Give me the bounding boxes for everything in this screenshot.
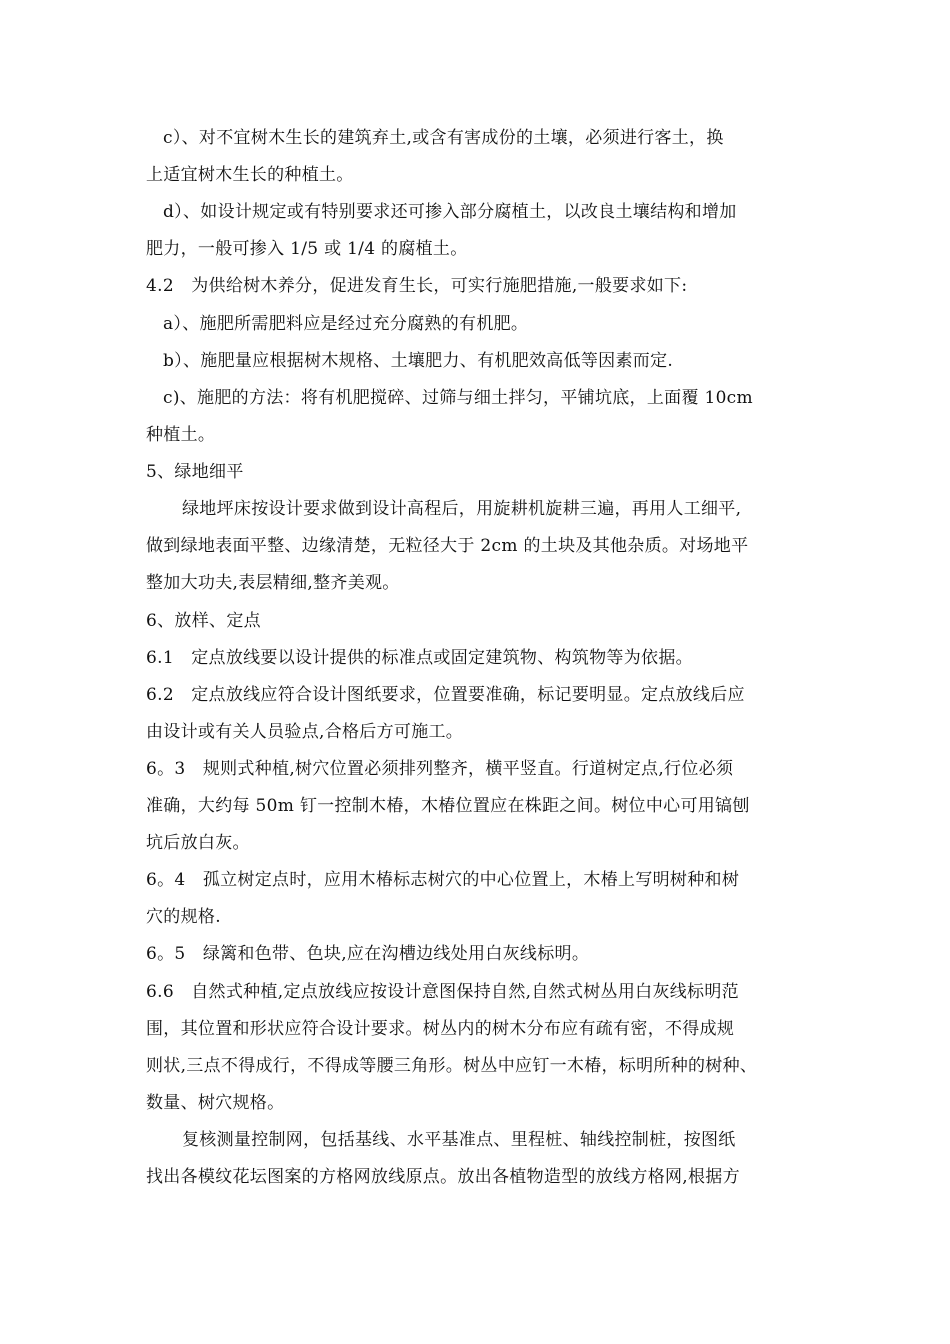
paragraph-line: c）、对不宜树木生长的建筑弃土,或含有害成份的土壤，必须进行客土，换 <box>163 128 724 148</box>
paragraph-line: 6.1 定点放线要以设计提供的标准点或固定建筑物、构筑物等为依据。 <box>146 648 693 668</box>
paragraph-line: 6.2 定点放线应符合设计图纸要求，位置要准确，标记要明显。定点放线后应 <box>146 685 745 705</box>
paragraph-line: 6.6 自然式种植,定点放线应按设计意图保持自然,自然式树丛用白灰线标明范 <box>146 982 739 1002</box>
paragraph-line: 数量、树穴规格。 <box>146 1093 285 1113</box>
paragraph-line: 绿地坪床按设计要求做到设计高程后，用旋耕机旋耕三遍，再用人工细平, <box>182 499 742 519</box>
paragraph-line: 整加大功夫,表层精细,整齐美观。 <box>146 573 400 593</box>
paragraph-line: 由设计或有关人员验点,合格后方可施工。 <box>146 722 464 742</box>
paragraph-line: 种植土。 <box>146 425 216 445</box>
paragraph-line: 坑后放白灰。 <box>146 833 250 853</box>
section-heading: 5、绿地细平 <box>146 462 244 482</box>
paragraph-line: 6。3 规则式种植,树穴位置必须排列整齐，横平竖直。行道树定点,行位必须 <box>146 759 734 779</box>
paragraph-line: 穴的规格. <box>146 907 221 927</box>
paragraph-line: 则状,三点不得成行，不得成等腰三角形。树丛中应钉一木椿，标明所种的树种、 <box>146 1056 758 1076</box>
paragraph-line: 上适宜树木生长的种植土。 <box>146 165 354 185</box>
paragraph-line: 准确，大约每 50m 钉一控制木椿，木椿位置应在株距之间。树位中心可用镐刨 <box>146 796 750 816</box>
paragraph-line: 6。4 孤立树定点时，应用木椿标志树穴的中心位置上，木椿上写明树种和树 <box>146 870 740 890</box>
paragraph-line: 做到绿地表面平整、边缘清楚，无粒径大于 2cm 的土块及其他杂质。对场地平 <box>146 536 749 556</box>
paragraph-line: d）、如设计规定或有特别要求还可掺入部分腐植土，以改良土壤结构和增加 <box>163 202 737 222</box>
paragraph-line: c)、施肥的方法：将有机肥搅碎、过筛与细土拌匀，平铺坑底，上面覆 10cm <box>163 388 753 408</box>
paragraph-line: a）、施肥所需肥料应是经过充分腐熟的有机肥。 <box>163 314 529 334</box>
paragraph-line: 4.2 为供给树木养分，促进发育生长，可实行施肥措施,一般要求如下: <box>146 276 688 296</box>
section-heading: 6、放样、定点 <box>146 611 261 631</box>
paragraph-line: 6。5 绿篱和色带、色块,应在沟槽边线处用白灰线标明。 <box>146 944 590 964</box>
paragraph-line: 复核测量控制网，包括基线、水平基准点、里程桩、轴线控制桩，按图纸 <box>182 1130 736 1150</box>
paragraph-line: 围，其位置和形状应符合设计要求。树丛内的树木分布应有疏有密，不得成规 <box>146 1019 735 1039</box>
paragraph-line: 肥力，一般可掺入 1/5 或 1/4 的腐植土。 <box>146 239 468 259</box>
paragraph-line: b）、施肥量应根据树木规格、土壤肥力、有机肥效高低等因素而定. <box>163 351 674 371</box>
paragraph-line: 找出各模纹花坛图案的方格网放线原点。放出各植物造型的放线方格网,根据方 <box>146 1167 740 1187</box>
